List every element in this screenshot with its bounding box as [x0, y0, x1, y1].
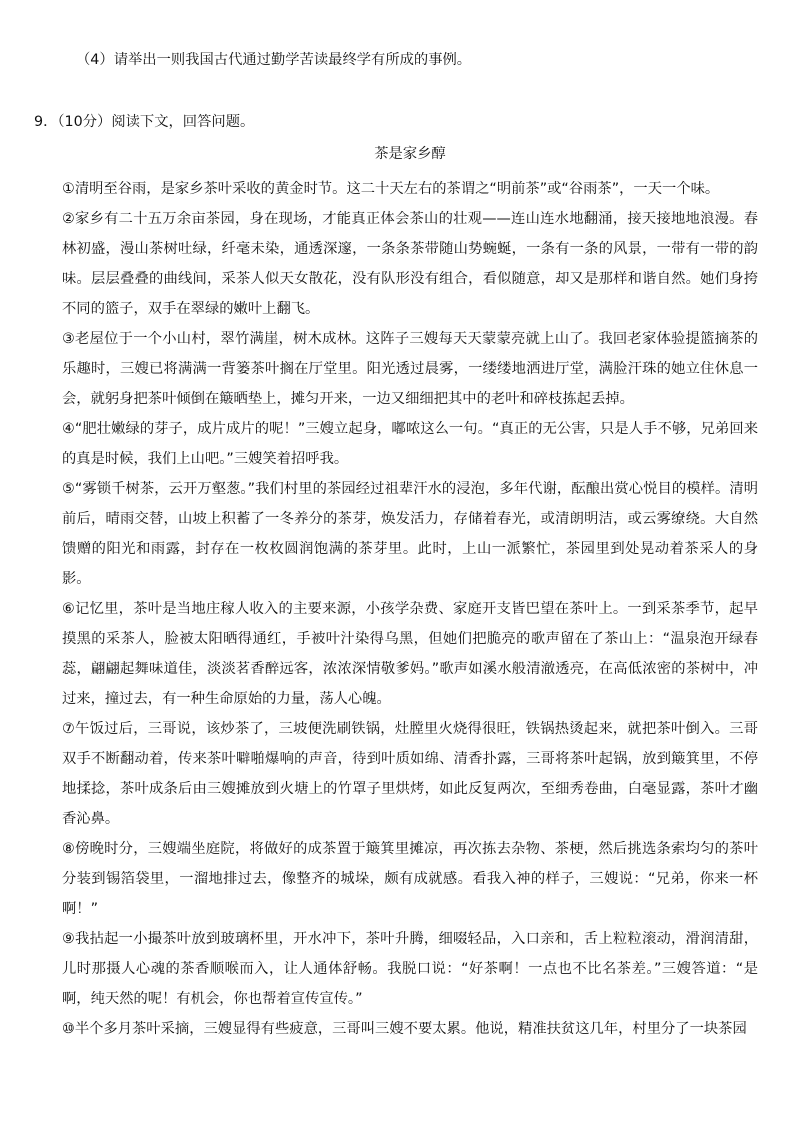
- paragraph-1: ①清明至谷雨，是家乡茶叶采收的黄金时节。这二十天左右的茶谓之“明前茶”或“谷雨茶”，一天一个味。: [62, 181, 720, 197]
- article-title: 茶是家乡醇: [374, 146, 446, 162]
- paragraph-6: ⑥记忆里，茶叶是当地庄稼人收入的主要来源，小孩学杂费、家庭开支皆巴望在茶叶上。一到采茶季节，起早摸黑的采茶人，脸被太阳晒得通红，手被叶汁染得乌黑，但她们把脆亮的歌声留在了茶山上：“温泉泡开绿春蕊，翩翩起舞味道佳，淡淡茗香醉远客，浓浓深情敬爹妈。”歌声如溪水般清澈透亮，在高低浓密的茶树中，冲过来，撞过去，有一种生命原始的力量，荡人心魄。: [62, 601, 758, 707]
- question-9-heading: 9．（10分）阅读下文，回答问题。: [34, 114, 255, 130]
- paragraph-9: ⑨我拈起一小撮茶叶放到玻璃杯里，开水冲下，茶叶升腾，细啜轻品，入口亲和，舌上粒粒滚动，滑润清甜，儿时那摄人心魂的茶香顺喉而入，让人通体舒畅。我脱口说：“好茶啊！一点也不比名茶差。”三嫂答道：“是啊，纯天然的呢！有机会，你也帮着宣传宣传。”: [62, 931, 758, 1007]
- question-4: （4）请举出一则我国古代通过勤学苦读最终学有所成的事例。: [76, 52, 472, 68]
- paragraph-7: ⑦午饭过后，三哥说，该炒茶了，三坡便洗刷铁锅，灶膛里火烧得很旺，铁锅热烫起来，就把茶叶倒入。三哥双手不断翻动着，传来茶叶噼啪爆响的声音，待到叶质如绵、清香扑露，三哥将茶叶起锅，放到簸箕里，不停地揉捻，茶叶成条后由三嫂摊放到火塘上的竹罩子里烘烤，如此反复两次，至细秀卷曲，白毫显露，茶叶才幽香沁鼻。: [62, 721, 758, 827]
- paragraph-2: ②家乡有二十五万余亩茶园，身在现场，才能真正体会茶山的壮观——连山连水地翻涌，接天接地地浪漫。春林初盛，漫山茶树吐绿，纤毫未染，通透深邃，一条条茶带随山势蜿蜒，一条有一条的风景，一带有一带的韵味。层层叠叠的曲线间，采茶人似天女散花，没有队形没有组合，看似随意，却又是那样和谐自然。她们身挎不同的篮子，双手在翠绿的嫩叶上翻飞。: [62, 211, 758, 317]
- article-body: [62, 174, 758, 1044]
- paragraph-8: ⑧傍晚时分，三嫂端坐庭院，将做好的成茶置于簸箕里摊凉，再次拣去杂物、茶梗，然后挑选条索均匀的茶叶分装到锡箔袋里，一溜地排过去，像整齐的城垛，颇有成就感。看我入神的样子，三嫂说：“兄弟，你来一杯啊！”: [62, 841, 758, 917]
- paragraph-4: ④“肥壮嫩绿的芽子，成片成片的呢！”三嫂立起身，嘟哝这么一句。“真正的无公害，只是人手不够，兄弟回来的真是时候，我们上山吧。”三嫂笑着招呼我。: [62, 421, 758, 467]
- paragraph-3: ③老屋位于一个小山村，翠竹满崖，树木成林。这阵子三嫂每天天蒙蒙亮就上山了。我回老家体验提篮摘茶的乐趣时，三嫂已将满满一背篓茶叶搁在厅堂里。阳光透过晨雾，一缕缕地洒进厅堂，满脸汗珠的她立住休息一会，就躬身把茶叶倾倒在簸晒垫上，摊匀开来，一边又细细把其中的老叶和碎枝拣起丢掉。: [62, 331, 758, 407]
- paragraph-5: ⑤“雾锁千树茶，云开万壑葱。”我们村里的茶园经过祖辈汗水的浸泡，多年代谢，酝酿出赏心悦目的模样。清明前后，晴雨交替，山坡上积蓄了一冬养分的茶芽，焕发活力，存储着春光，或清朗明洁，或云雾缭绕。大自然馈赠的阳光和雨露，封存在一枚枚圆润饱满的茶芽里。此时，上山一派繁忙，茶园里到处晃动着茶采人的身影。: [62, 481, 758, 587]
- paragraph-10: ⑩半个多月茶叶采摘，三嫂显得有些疲意，三哥叫三嫂不要太累。他说，精准扶贫这几年，村里分了一块茶园: [62, 1021, 747, 1037]
